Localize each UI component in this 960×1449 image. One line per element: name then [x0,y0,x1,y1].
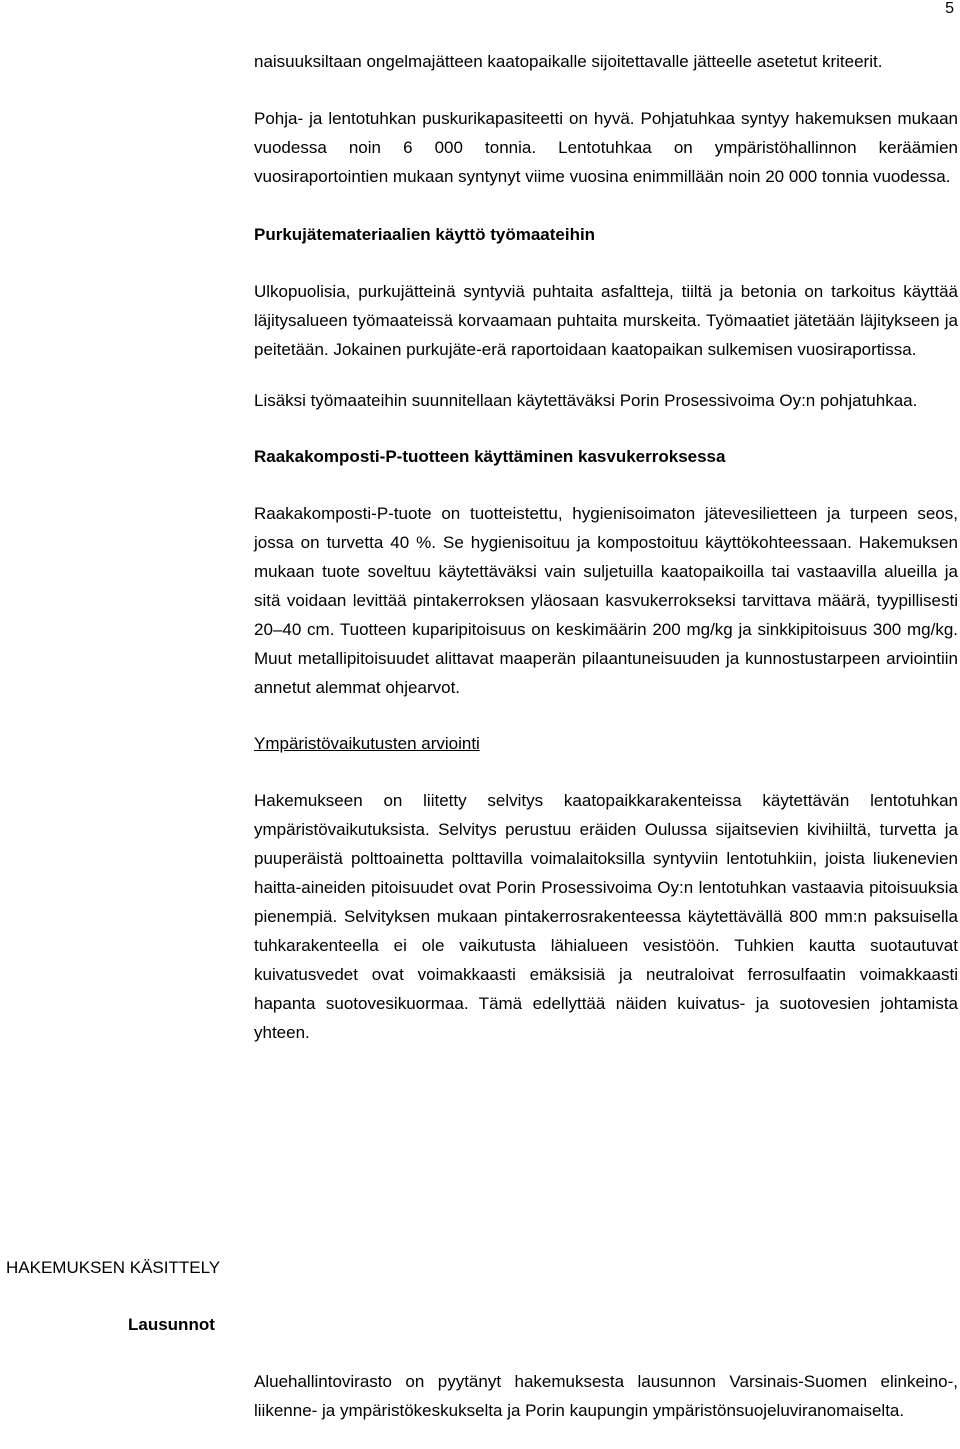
paragraph-ash-capacity: Pohja- ja lentotuhkan puskurikapasiteetti on hyvä. Pohjatuhkaa syntyy hakemuksen mukaan vuodessa noin 6 000 tonnia. Lentotuhkaa on ympäristöhallinnon keräämien vuosiraportointien mukaan syntynyt viime vuosina enimmillään noin 20 000 tonnia vuodessa. [254,109,958,186]
paragraph-demolition-waste: Ulkopuolisia, purkujätteinä syntyviä puhtaita asfaltteja, tiiltä ja betonia on tarkoitus käyttää läjitysalueen työmaateissä korvaamaan puhtaita murskeita. Työmaatiet jätetään läjitykseen ja peitetään. Jokainen purkujäte-erä raportoidaan kaatopaikan sulkemisen vuosiraportissa. [254,282,958,359]
subheading-statements: Lausunnot [128,1315,215,1334]
paragraph-criteria: naisuuksiltaan ongelmajätteen kaatopaikalle sijoitettavalle jätteelle asetetut kriteerit. [254,52,883,71]
paragraph-statements: Aluehallintovirasto on pyytänyt hakemuksesta lausunnon Varsinais-Suomen elinkeino-, liikenne- ja ympäristökeskukselta ja Porin kaupungin ympäristönsuojeluviranomaiselta. [254,1372,958,1420]
paragraph-compost: Raakakomposti-P-tuote on tuotteistettu, hygienisoimaton jätevesilietteen ja turpeen seos, jossa on turvetta 40 %. Se hygienisoituu ja kompostoituu käyttökohteessaan. Hakemuksen mukaan tuote soveltuu käytettäväksi vain suljetuilla kaatopaikoilla tai vastaavilla alueilla ja sitä voidaan levittää pintakerroksen yläosaan kasvukerrokseksi tarvittava määrä, tyypillisesti 20–40 cm. Tuotteen kuparipitoisuus on keskimäärin 200 mg/kg ja sinkkipitoisuus 300 mg/kg. Muut metallipitoisuudet alittavat maaperän pilaantuneisuuden ja kunnostustarpeen arviointiin annetut alemmat ohjearvot. [254,504,958,697]
heading-compost: Raakakomposti-P-tuotteen käyttäminen kasvukerroksessa [254,447,726,466]
heading-demolition-waste: Purkujätemateriaalien käyttö työmaateihin [254,225,596,244]
document-body [254,48,958,1047]
paragraph-bottom-ash-roads: Lisäksi työmaateihin suunnitellaan käytettäväksi Porin Prosessivoima Oy:n pohjatuhkaa. [254,391,918,410]
heading-application-processing: HAKEMUKSEN KÄSITTELY [6,1258,221,1277]
page-number: 5 [945,0,954,17]
paragraph-environmental-assessment: Hakemukseen on liitetty selvitys kaatopaikkarakenteissa käytettävän lentotuhkan ympäristövaikutuksista. Selvitys perustuu eräiden Oulussa sijaitsevien kivihiiltä, turvetta ja puuperäistä polttoainetta polttavilla voimalaitoksilla syntyviin lentotuhkiin, joista liukenevien haitta-aineiden pitoisuudet ovat Porin Prosessivoima Oy:n lentotuhkan vastaavia pitoisuuksia pienempiä. Selvityksen mukaan pintakerrosrakenteessa käytettävällä 800 mm:n paksuisella tuhkarakenteella ei ole vaikutusta lähialueen vesistöön. Tuhkien kautta suotautuvat kuivatusvedet ovat voimakkaasti emäksisiä ja neutraloivat ferrosulfaatin voimakkaasti hapanta suotovesikuormaa. Tämä edellyttää näiden kuivatus- ja suotovesien johtamista yhteen. [254,791,958,1042]
heading-environmental-assessment: Ympäristövaikutusten arviointi [254,734,480,753]
